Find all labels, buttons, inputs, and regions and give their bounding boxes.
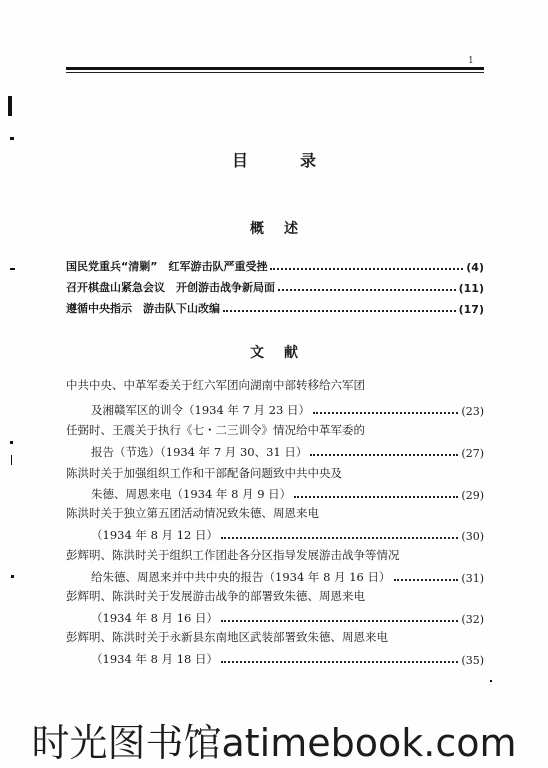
- toc-entry-page: (23): [461, 405, 484, 418]
- leader-dots: [394, 579, 459, 581]
- leader-dots: [270, 268, 463, 270]
- toc-entry-line1: 陈洪时关于加强组织工作和干部配备问题致中共中央及: [66, 466, 342, 480]
- leader-dots: [313, 412, 458, 414]
- toc-entry: [66, 254, 484, 274]
- section-heading-overview: 概述: [250, 221, 318, 237]
- scan-mark: [11, 575, 14, 578]
- toc-entry-title: （1934 年 8 月 18 日）: [91, 652, 218, 666]
- toc-entry-page: (17): [458, 303, 484, 316]
- toc-entry-title: 遵循中央指示 游击队下山改编: [66, 302, 220, 315]
- toc-entry: [91, 440, 484, 460]
- toc-entry-line1: 彭辉明、陈洪时关于组织工作团赴各分区指导发展游击战争等情况: [66, 548, 400, 562]
- toc-entry-page: (29): [461, 489, 484, 502]
- header-rule-thick: [66, 67, 484, 70]
- toc-entry-title: 国民党重兵“清剿” 红军游击队严重受挫: [66, 260, 268, 273]
- page-number: 1: [468, 56, 474, 66]
- toc-entry-page: (35): [461, 654, 484, 667]
- leader-dots: [221, 620, 458, 622]
- scan-mark: [10, 441, 13, 444]
- page-title: 目录: [231, 151, 368, 170]
- toc-entry: [91, 523, 484, 543]
- scan-mark: [8, 96, 12, 116]
- toc-entry-page: (11): [458, 282, 484, 295]
- toc-entry-page: (27): [461, 447, 484, 460]
- header-rule-thin: [66, 72, 484, 73]
- scan-mark: [10, 137, 14, 140]
- toc-entry-page: (31): [461, 572, 484, 585]
- toc-entry: [66, 296, 484, 316]
- toc-entry-title: （1934 年 8 月 16 日）: [91, 611, 218, 625]
- toc-entry-title: 朱德、周恩来电（1934 年 8 月 9 日）: [91, 487, 292, 501]
- leader-dots: [221, 661, 458, 663]
- leader-dots: [278, 289, 456, 291]
- toc-entry: [91, 565, 484, 585]
- scan-mark: [10, 268, 15, 270]
- toc-entry-title: （1934 年 8 月 12 日）: [91, 528, 218, 542]
- toc-entry-line1: 中共中央、中革军委关于红六军团向湖南中部转移给六军团: [66, 378, 365, 392]
- toc-entry-title: 及湘赣军区的训令（1934 年 7 月 23 日）: [91, 403, 310, 417]
- leader-dots: [310, 454, 458, 456]
- toc-entry: [91, 606, 484, 626]
- leader-dots: [221, 537, 458, 539]
- toc-entry-page: (32): [461, 613, 484, 626]
- toc-entry-line1: 彭辉明、陈洪时关于发展游击战争的部署致朱德、周恩来电: [66, 589, 365, 603]
- leader-dots: [223, 310, 456, 312]
- section-heading-documents: 文献: [250, 345, 318, 361]
- toc-entry-page: (4): [466, 261, 484, 274]
- toc-entry: [66, 275, 484, 295]
- toc-entry: [91, 398, 484, 418]
- toc-entry-title: 报告（节选）（1934 年 7 月 30、31 日）: [91, 445, 308, 459]
- scan-mark: [11, 455, 12, 465]
- toc-entry-page: (30): [461, 530, 484, 543]
- scan-mark: [490, 680, 492, 682]
- toc-entry: [91, 647, 484, 667]
- toc-entry-title: 给朱德、周恩来并中共中央的报告（1934 年 8 月 16 日）: [91, 570, 391, 584]
- toc-entry-title: 召开棋盘山紧急会议 开创游击战争新局面: [66, 281, 275, 294]
- toc-entry-line1: 彭辉明、陈洪时关于永新县东南地区武装部署致朱德、周恩来电: [66, 630, 388, 644]
- toc-entry-line1: 任弼时、王震关于执行《七・二三训令》情况给中革军委的: [66, 423, 365, 437]
- toc-entry: [91, 482, 484, 502]
- watermark: 时光图书馆atimebook.com: [31, 721, 517, 765]
- toc-entry-line1: 陈洪时关于独立第五团活动情况致朱德、周恩来电: [66, 506, 319, 520]
- leader-dots: [294, 496, 458, 498]
